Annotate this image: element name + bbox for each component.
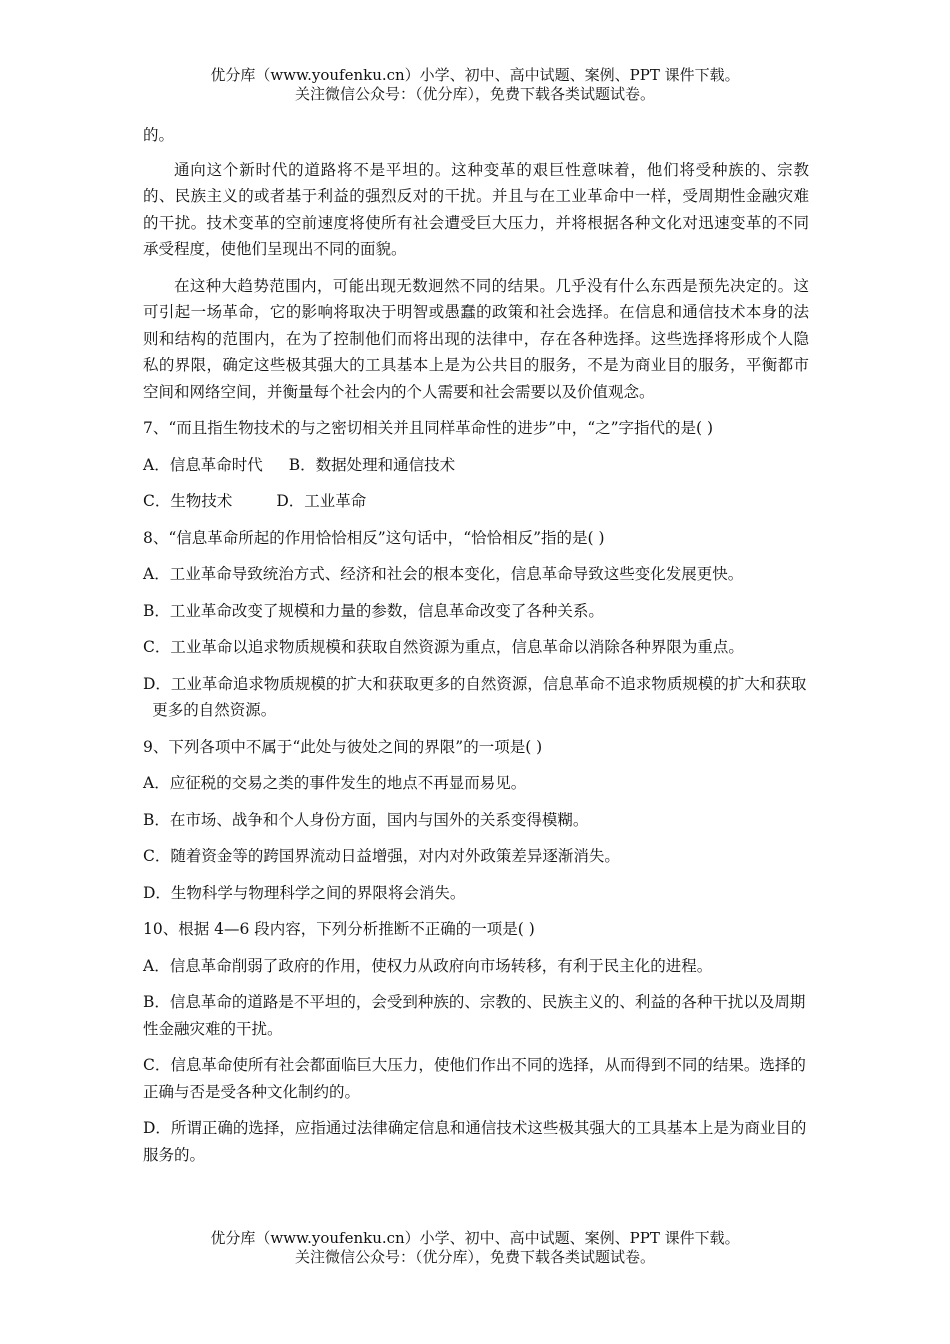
option-c: C．信息革命使所有社会都面临巨大压力，使他们作出不同的选择，从而得到不同的结果。选择的正确与否是受各种文化制约的。 [143, 1056, 806, 1101]
passage-paragraph-1: 通向这个新时代的道路将不是平坦的。这种变革的艰巨性意味着，他们将受种族的、宗教的、民族主义的或者基于利益的强烈反对的干扰。并且与在工业革命中一样，受周期性金融灾难的干扰。技术变革的空前速度将使所有社会遭受巨大压力，并将根据各种文化对迅速变革的不同承受程度，使他们呈现出不同的面貌。 [143, 160, 809, 258]
option-c: C．工业革命以追求物质规模和获取自然资源为重点，信息革命以消除各种界限为重点。 [143, 638, 744, 656]
option-b: B．信息革命的道路是不平坦的，会受到种族的、宗教的、民族主义的、利益的各种干扰以及周期性金融灾难的干扰。 [143, 993, 806, 1038]
option-d: D．所谓正确的选择，应指通过法律确定信息和通信技术这些极其强大的工具基本上是为商业目的服务的。 [143, 1119, 807, 1164]
option-b: B．工业革命改变了规模和力量的参数，信息革命改变了各种关系。 [143, 601, 604, 620]
question-stem: 8、“信息革命所起的作用恰恰相反”这句话中，“恰恰相反”指的是( ) [143, 528, 605, 547]
option-a: A．工业革命导致统治方式、经济和社会的根本变化，信息革命导致这些变化发展更快。 [143, 565, 744, 583]
header-line-1: 优分库（www.youfenku.cn）小学、初中、高中试题、案例、PPT 课件下载。 [210, 66, 740, 84]
question-stem: 9、下列各项中不属于“此处与彼处之间的界限”的一项是( ) [143, 737, 543, 756]
option-a: A．信息革命削弱了政府的作用，使权力从政府向市场转移，有利于民主化的进程。 [143, 956, 713, 975]
option-d: D．工业革命追求物质规模的扩大和获取更多的自然资源，信息革命不追求物质规模的扩大和获取更多的自然资源。 [143, 674, 807, 719]
option-c: C．随着资金等的跨国界流动日益增强，对内对外政策差异逐渐消失。 [143, 847, 620, 865]
option-row [143, 452, 809, 479]
option-b: B．数据处理和通信技术 [288, 455, 456, 474]
document-body [143, 122, 809, 1178]
option-d: D．生物科学与物理科学之间的界限将会消失。 [143, 883, 466, 902]
page-footer [0, 1229, 950, 1267]
question-8 [143, 525, 809, 724]
question-stem: 10、根据 4—6 段内容，下列分析推断不正确的一项是( ) [143, 920, 535, 938]
question-9 [143, 734, 809, 907]
header-line-2: 关注微信公众号：（优分库），免费下载各类试题试卷。 [294, 85, 655, 103]
passage-paragraph-2: 在这种大趋势范围内，可能出现无数迥然不同的结果。几乎没有什么东西是预先决定的。这可引起一场革命，它的影响将取决于明智或愚蠢的政策和社会选择。在信息和通信技术本身的法则和结构的范围内，在为了控制他们而将出现的法律中，存在各种选择。这些选择将形成个人隐私的界限，确定这些极其强大的工具基本上是为公共目的服务，不是为商业目的服务，平衡都市空间和网络空间，并衡量每个社会内的个人需要和社会需要以及价值观念。 [143, 276, 809, 401]
option-row [143, 488, 809, 515]
footer-line-1: 优分库（www.youfenku.cn）小学、初中、高中试题、案例、PPT 课件下载。 [210, 1229, 740, 1247]
page-header [0, 66, 950, 104]
option-d: D．工业革命 [276, 492, 367, 510]
question-stem: 7、“而且指生物技术的与之密切相关并且同样革命性的进步”中，“之”字指代的是( ) [143, 419, 714, 437]
footer-line-2: 关注微信公众号：（优分库），免费下载各类试题试卷。 [294, 1248, 655, 1266]
question-7 [143, 415, 809, 515]
passage-fragment: 的。 [143, 126, 175, 144]
option-b: B．在市场、战争和个人身份方面，国内与国外的关系变得模糊。 [143, 810, 589, 829]
question-10 [143, 916, 809, 1168]
option-a: A．信息革命时代 [143, 455, 263, 474]
option-a: A．应征税的交易之类的事件发生的地点不再显而易见。 [143, 774, 527, 792]
option-c: C．生物技术 [143, 492, 233, 510]
